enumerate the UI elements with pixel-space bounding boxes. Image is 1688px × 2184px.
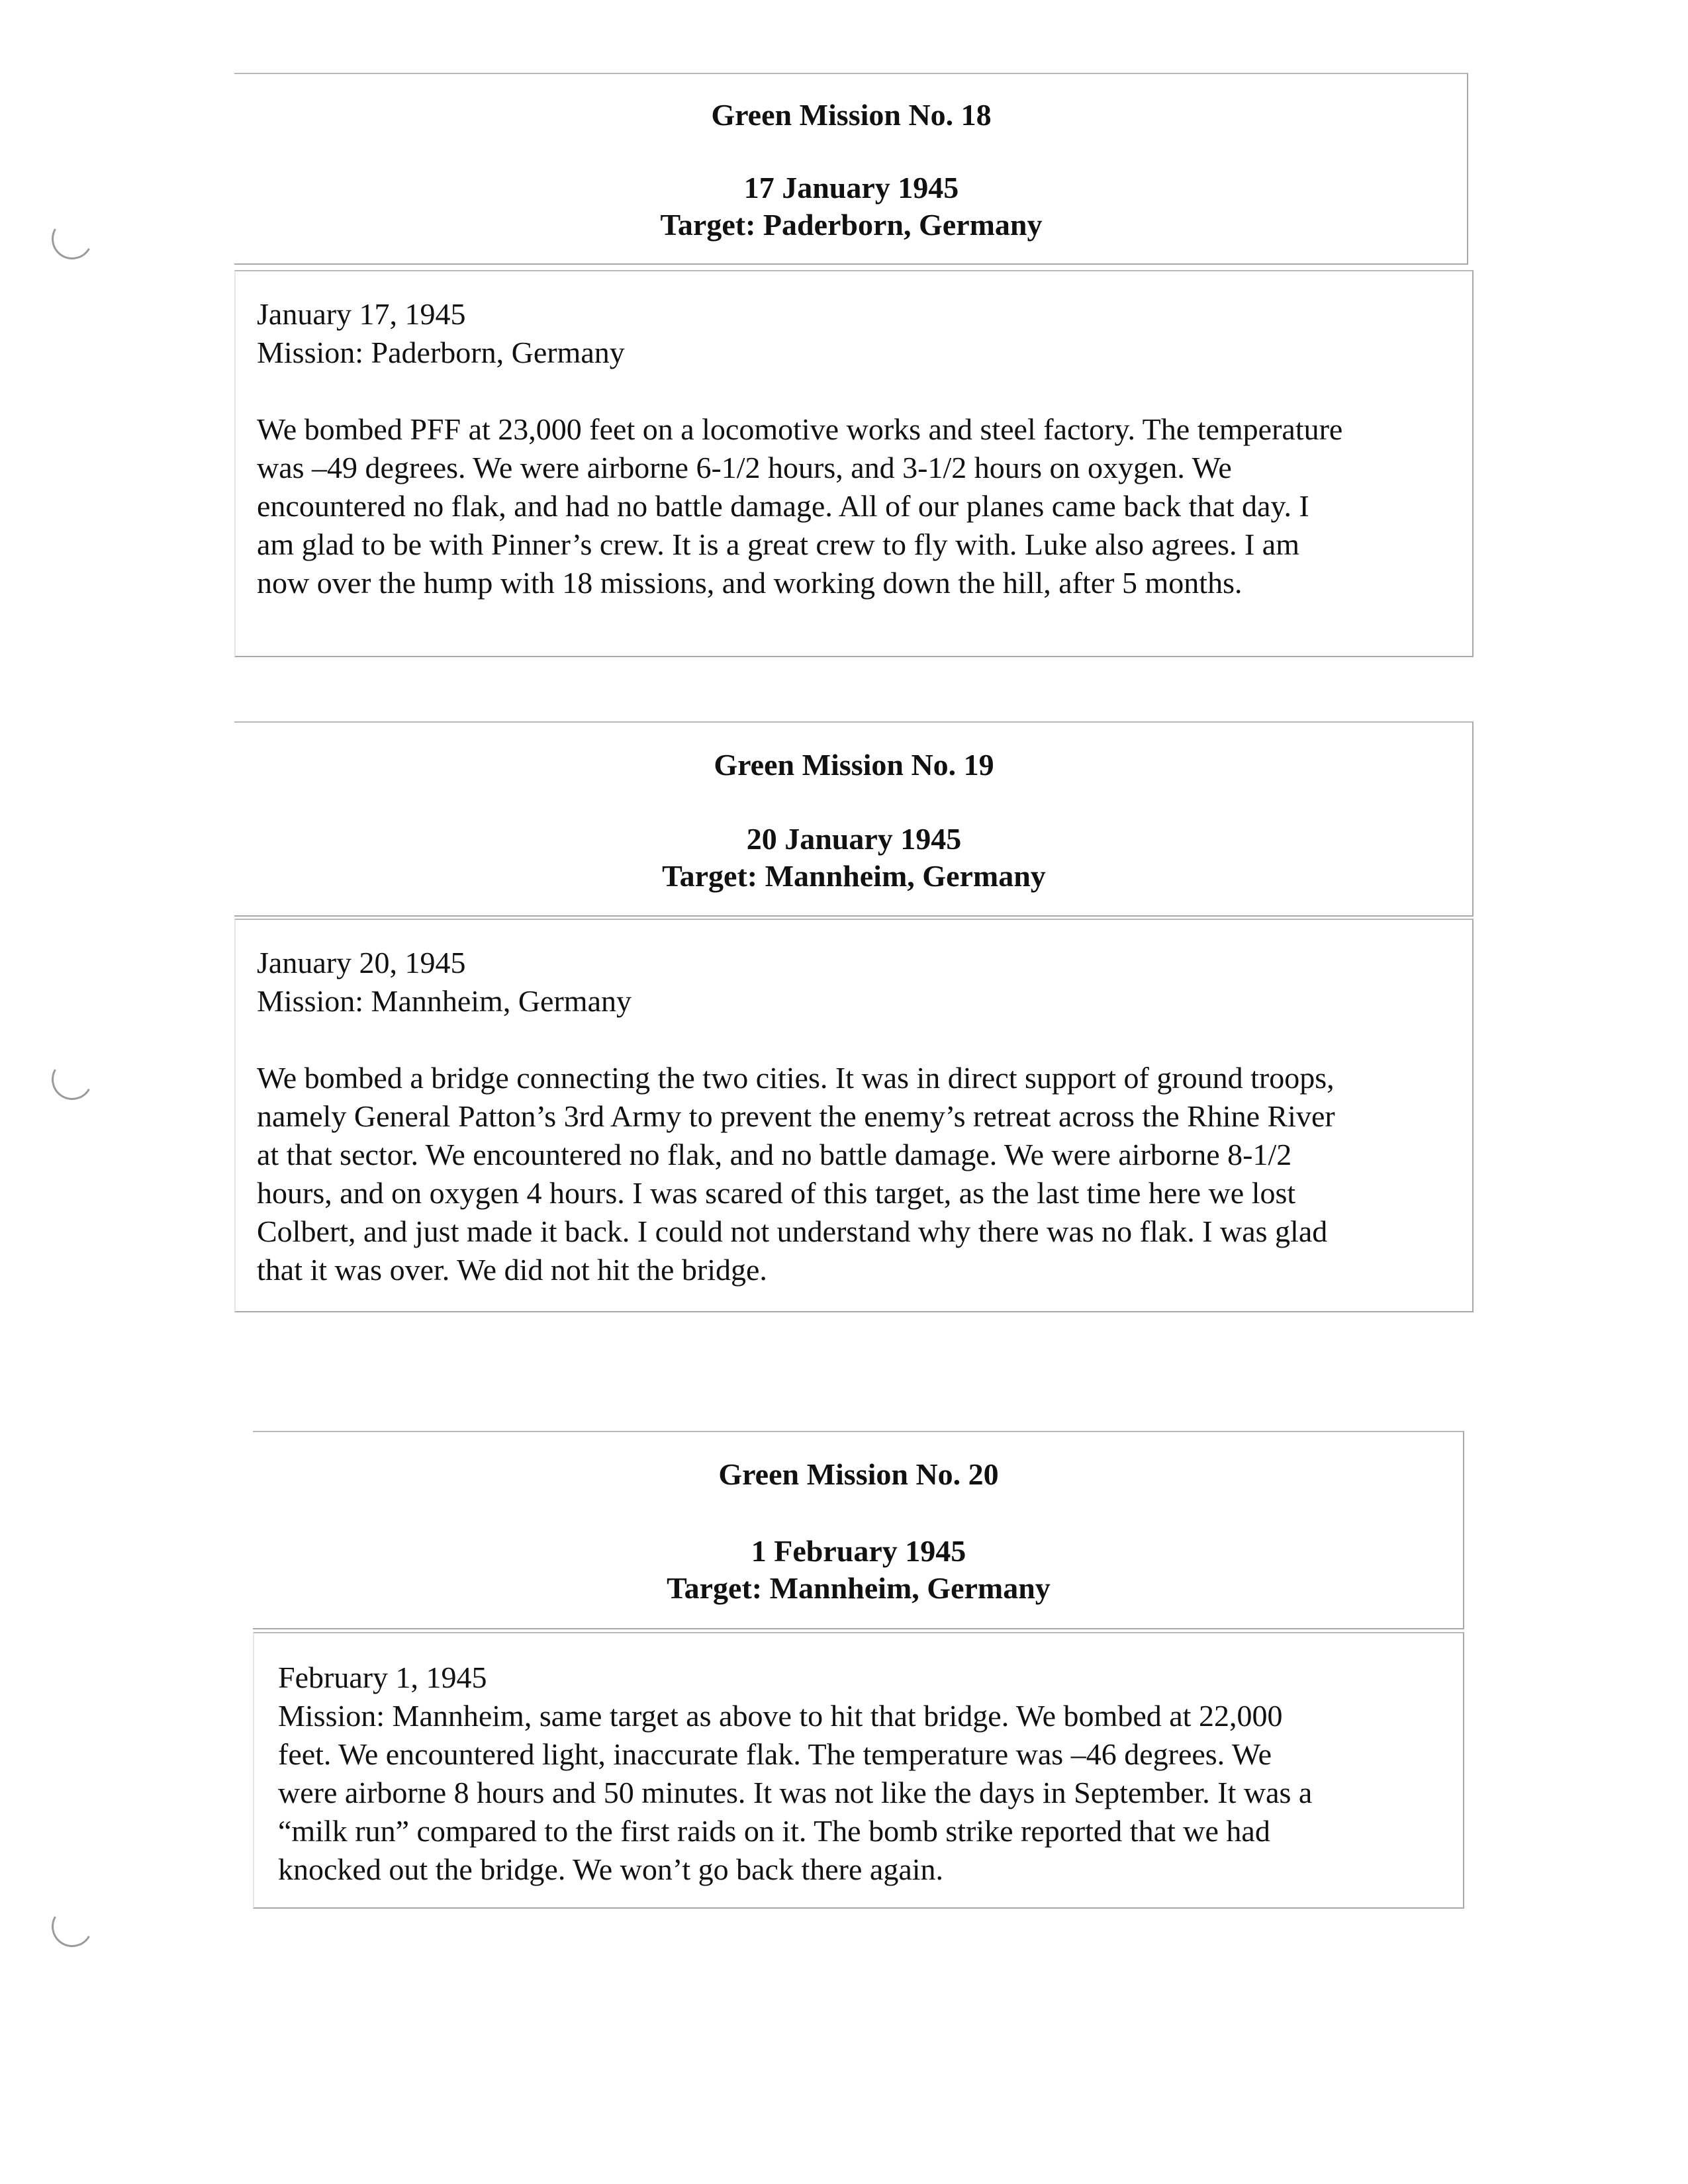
mission-target: Target: Mannheim, Germany (662, 859, 1046, 893)
diary-entry (278, 1659, 1312, 1889)
diary-entry-box (234, 919, 1474, 1312)
entry-paragraph (257, 410, 1342, 602)
entry-line: We bombed PFF at 23,000 feet on a locomotive works and steel factory. The temperature (257, 412, 1343, 446)
diary-entry (257, 295, 1342, 602)
entry-line: hours, and on oxygen 4 hours. I was scared of this target, as the last time here we lost (257, 1176, 1296, 1210)
entry-line: were airborne 8 hours and 50 minutes. It was not like the days in September. It was a (278, 1776, 1313, 1809)
entry-date: February 1, 1945 (278, 1661, 487, 1694)
binder-hole (47, 214, 97, 264)
diary-entry (257, 944, 1335, 1289)
mission-header (234, 747, 1474, 895)
mission-target: Target: Mannheim, Germany (667, 1571, 1051, 1605)
binder-hole (47, 1901, 97, 1952)
entry-mission: Mission: Paderborn, Germany (257, 336, 625, 369)
diary-entry-box (234, 270, 1474, 657)
entry-line: Mission: Mannheim, same target as above to hit that bridge. We bombed at 22,000 (278, 1699, 1283, 1733)
mission-header (234, 97, 1468, 244)
diary-entry-box (253, 1632, 1464, 1909)
entry-line: was –49 degrees. We were airborne 6-1/2 hours, and 3-1/2 hours on oxygen. We (257, 451, 1232, 484)
entry-line: Colbert, and just made it back. I could not understand why there was no flak. I was glad (257, 1214, 1328, 1248)
entry-line: We bombed a bridge connecting the two cities. It was in direct support of ground troops, (257, 1061, 1335, 1095)
mission-date: 17 January 1945 (743, 171, 959, 205)
entry-line: feet. We encountered light, inaccurate flak. The temperature was –46 degrees. We (278, 1737, 1272, 1771)
mission-title: Green Mission No. 20 (718, 1457, 999, 1491)
entry-line: encountered no flak, and had no battle damage. All of our planes came back that day. I (257, 489, 1309, 523)
mission-target: Target: Paderborn, Germany (660, 208, 1043, 242)
entry-date: January 17, 1945 (257, 297, 466, 331)
mission-title: Green Mission No. 19 (714, 748, 994, 782)
entry-line: that it was over. We did not hit the bridge. (257, 1253, 767, 1287)
entry-paragraph (257, 1059, 1335, 1289)
entry-line: am glad to be with Pinner’s crew. It is a great crew to fly with. Luke also agrees. I am (257, 527, 1300, 561)
mission-date: 20 January 1945 (746, 822, 962, 856)
entry-line: at that sector. We encountered no flak, and no battle damage. We were airborne 8-1/2 (257, 1138, 1292, 1171)
entry-mission: Mission: Mannheim, Germany (257, 984, 632, 1018)
mission-date: 1 February 1945 (751, 1534, 966, 1568)
binder-hole (47, 1054, 97, 1105)
entry-line: knocked out the bridge. We won’t go back there again. (278, 1852, 944, 1886)
mission-header (253, 1456, 1464, 1607)
entry-line: “milk run” compared to the first raids on it. The bomb strike reported that we had (278, 1814, 1270, 1848)
entry-date: January 20, 1945 (257, 946, 466, 979)
entry-line: now over the hump with 18 missions, and working down the hill, after 5 months. (257, 566, 1243, 600)
entry-line: namely General Patton’s 3rd Army to prevent the enemy’s retreat across the Rhine River (257, 1099, 1335, 1133)
mission-title: Green Mission No. 18 (711, 98, 992, 132)
